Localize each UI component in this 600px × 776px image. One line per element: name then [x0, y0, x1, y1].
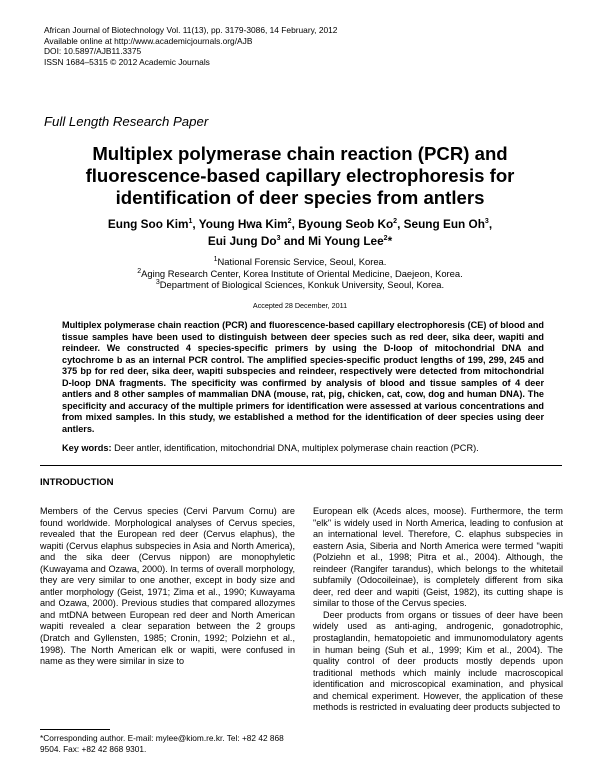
footnote-divider [40, 729, 110, 730]
author-affiliation-mark: 2 [383, 235, 388, 243]
journal-doi: DOI: 10.5897/AJB11.3375 [44, 46, 142, 56]
author-separator: , [291, 217, 299, 231]
accepted-date: Accepted 28 December, 2011 [252, 301, 348, 310]
affiliation-item [40, 279, 560, 291]
affiliation-text: Department of Biological Sciences, Konkuk University, Seoul, Korea. [159, 279, 445, 291]
author-separator: and [280, 234, 309, 248]
journal-header [44, 25, 344, 67]
author-separator: , [397, 217, 404, 231]
keywords-label: Key words: [62, 443, 112, 453]
journal-availability: Available online at http://www.academicjournals.org/AJB [44, 35, 253, 46]
corresponding-author-mark: * [387, 234, 393, 248]
body-column-right [313, 506, 563, 714]
paper-title: Multiplex polymerase chain reaction (PCR) and fluorescence-based capillary electrophoresis for identification of deer species from antlers [85, 143, 515, 208]
author-affiliation-mark: 1 [188, 218, 193, 226]
body-column-left [40, 506, 295, 668]
keywords-text: Deer antler, identification, mitochondrial DNA, multiplex polymerase chain reaction (PCR). [114, 443, 479, 453]
author-name: Young Hwa Kim [198, 217, 288, 231]
article-type: Full Length Research Paper [44, 114, 209, 129]
author-name: Mi Young Lee [308, 234, 384, 248]
affiliation-item [40, 268, 560, 280]
keywords [62, 443, 544, 455]
affiliation-text: National Forensic Service, Seoul, Korea. [217, 256, 387, 267]
author-affiliation-mark: 2 [287, 218, 292, 226]
corresponding-author-footnote: *Corresponding author. E-mail: mylee@kiom.re.kr. Tel: +82 42 868 9504. Fax: +82 42 868 9301. [40, 733, 284, 754]
author-affiliation-mark: 2 [393, 218, 398, 226]
author-name: Byoung Seob Ko [298, 217, 394, 231]
paragraph: Members of the Cervus species (Cervi Parvum Cornu) are found worldwide. Morphological analyses of Cervus species, revealed that the European red deer (Cervus elaphus), the wapiti (Cervus elaphus subspecies in Asia and North America), and the sika deer (Cervus nippon) are monophyletic (Kuwayama and Ozawa, 2000). In terms of overall morphology, they are very similar to one another, except in body size and antler morphology (Geist, 1971; Zima et al., 1990; Kuwayama and Ozawa, 2000). Previous studies that compared allozymes and mtDNA between European red deer and North American wapiti revealed a clear separation between the 2 groups (Dratch and Gyllensten, 1985; Cronin, 1992; Polziehn et al., 1998). The North American elk or wapiti, were confused in name as they were similar in size to [40, 506, 295, 667]
affiliation-list [40, 256, 560, 291]
affiliation-item [40, 256, 560, 268]
divider [40, 465, 562, 466]
author-list [40, 216, 560, 250]
affiliation-mark: 1 [213, 255, 218, 263]
author-affiliation-mark: 3 [484, 218, 489, 226]
paragraph: Deer products from organs or tissues of deer have been widely used as anti-aging, androgenic, gonadotrophic, prostaglandin, hematopoietic and immunomodulatory agents in human being (Suh et al., 1999; Kim et al., 2004). The quality control of deer products mostly depends upon traditional methods which mainly include macroscopical identification and microscopical examination, and physical and chemical experiment. However, the application of these methods is restricted in evaluating deer products subjected to [313, 609, 563, 713]
author-name: Eui Jung Do [207, 234, 277, 248]
author-name: Eung Soo Kim [107, 217, 189, 231]
affiliation-mark: 3 [155, 279, 160, 287]
author-name: Seung Eun Oh [403, 217, 485, 231]
paragraph: European elk (Aceds alces, moose). Furthermore, the term "elk" is widely used in North America, leading to confusion at an international level. Therefore, C. elaphus subspecies in eastern Asia, Siberia and North America were termed "wapiti (Polziehn et al., 1998; Pitra et al., 2004). Although, the reindeer (Rangifer tarandus), which belongs to the whitetail subfamily (Odocoileinae), is completely different from sika deer, red deer and wapiti (Geist, 1982), its cutting shape is similar to those of the Cervus species. [313, 506, 563, 609]
author-separator: , [488, 217, 493, 231]
affiliation-mark: 2 [137, 267, 142, 275]
author-affiliation-mark: 3 [276, 235, 281, 243]
author-separator: , [192, 217, 199, 231]
journal-issn: ISSN 1684–5315 © 2012 Academic Journals [44, 56, 210, 67]
abstract: Multiplex polymerase chain reaction (PCR) and fluorescence-based capillary electrophoresis (CE) of blood and tissue samples have been used to distinguish between deer species such as red deer, sika deer, wapiti and reindeer. We constructed 4 species-specific primers by using the D-loop of mitochondrial DNA and cytochrome b as an internal PCR control. The amplified species-specific product lengths of 199, 299, 245 and 375 bp for red deer, sika deer, wapiti subspecies and reindeer, respectively were detected from mitochondrial D-loop DNA fragments. The specificity was confirmed by analysis of blood and tissue samples of 4 deer antlers and 8 other samples of mammalian DNA (mouse, rat, pig, chicken, cat, cow, dog and human DNA). The specificity and accuracy of the multiple primers for identification were assessed at various concentrations and from mixed samples. In this study, we established a method for the identification of deer species using deer antlers. [62, 320, 544, 434]
journal-citation: African Journal of Biotechnology Vol. 11(13), pp. 3179-3086, 14 February, 2012 [44, 25, 338, 35]
affiliation-text: Aging Research Center, Korea Institute of Oriental Medicine, Daejeon, Korea. [141, 267, 463, 279]
section-heading-introduction: INTRODUCTION [40, 477, 114, 488]
